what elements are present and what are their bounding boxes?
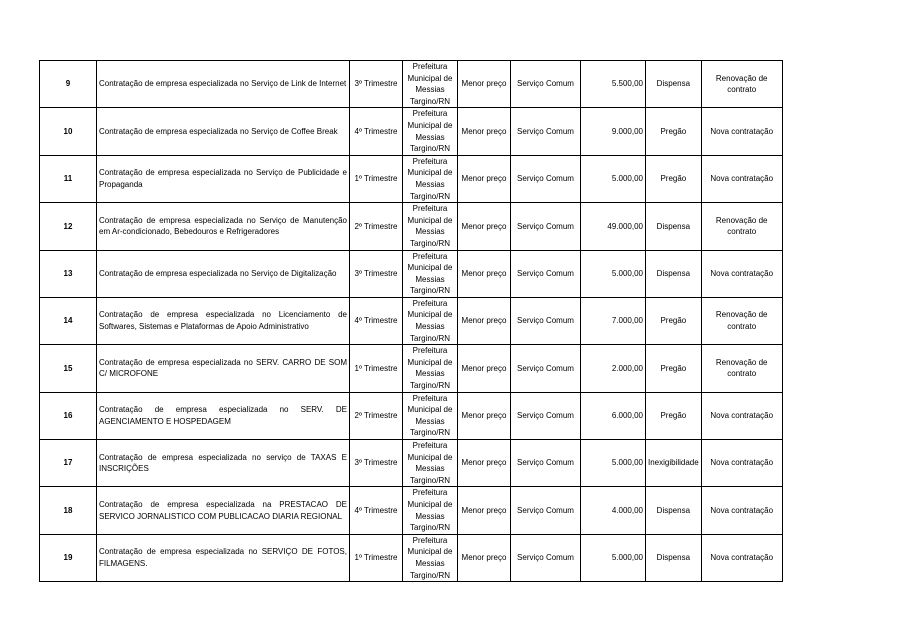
item-criterion: Menor preço [458,155,511,202]
item-requester: Prefeitura Municipal de Messias Targino/RN [403,108,458,155]
item-modality: Dispensa [646,487,702,534]
item-quarter: 4º Trimestre [350,297,403,344]
item-value: 5.000,00 [581,440,646,487]
item-description: Contratação de empresa especializada no Licenciamento de Softwares, Sistemas e Plataformas de Apoio Administrativo [97,297,350,344]
item-quarter: 4º Trimestre [350,487,403,534]
item-requester: Prefeitura Municipal de Messias Targino/RN [403,534,458,581]
item-criterion: Menor preço [458,534,511,581]
item-quarter: 3º Trimestre [350,61,403,108]
item-requester: Prefeitura Municipal de Messias Targino/RN [403,392,458,439]
item-value: 6.000,00 [581,392,646,439]
item-number: 10 [40,108,97,155]
item-value: 5.000,00 [581,534,646,581]
table-row [40,345,783,392]
item-contract-type: Renovação de contrato [701,297,782,344]
item-quarter: 2º Trimestre [350,392,403,439]
item-description: Contratação de empresa especializada no Serviço de Coffee Break [97,108,350,155]
item-modality: Dispensa [646,203,702,250]
item-nature: Serviço Comum [511,250,581,297]
item-criterion: Menor preço [458,61,511,108]
item-number: 18 [40,487,97,534]
item-criterion: Menor preço [458,345,511,392]
item-number: 13 [40,250,97,297]
item-modality: Dispensa [646,61,702,108]
item-contract-type: Nova contratação [701,534,782,581]
item-description: Contratação de empresa especializada no Serviço de Publicidade e Propaganda [97,155,350,202]
table-row [40,297,783,344]
item-modality: Pregão [646,297,702,344]
item-nature: Serviço Comum [511,392,581,439]
table-row [40,392,783,439]
item-nature: Serviço Comum [511,155,581,202]
item-number: 15 [40,345,97,392]
item-value: 7.000,00 [581,297,646,344]
item-number: 9 [40,61,97,108]
item-nature: Serviço Comum [511,440,581,487]
item-nature: Serviço Comum [511,345,581,392]
item-nature: Serviço Comum [511,487,581,534]
item-contract-type: Nova contratação [701,155,782,202]
table-body [40,61,783,582]
item-modality: Dispensa [646,534,702,581]
item-number: 17 [40,440,97,487]
item-description: Contratação de empresa especializada no Serviço de Digitalização [97,250,350,297]
table-row [40,203,783,250]
item-modality: Pregão [646,392,702,439]
item-contract-type: Nova contratação [701,440,782,487]
item-nature: Serviço Comum [511,203,581,250]
item-quarter: 3º Trimestre [350,250,403,297]
item-modality: Pregão [646,345,702,392]
item-contract-type: Nova contratação [701,392,782,439]
item-requester: Prefeitura Municipal de Messias Targino/RN [403,61,458,108]
item-description: Contratação de empresa especializada no SERV. DE AGENCIAMENTO E HOSPEDAGEM [97,392,350,439]
item-contract-type: Renovação de contrato [701,203,782,250]
item-value: 5.000,00 [581,250,646,297]
item-contract-type: Renovação de contrato [701,61,782,108]
table-row [40,487,783,534]
item-criterion: Menor preço [458,487,511,534]
item-requester: Prefeitura Municipal de Messias Targino/RN [403,155,458,202]
item-nature: Serviço Comum [511,61,581,108]
procurement-table [39,60,783,582]
item-nature: Serviço Comum [511,297,581,344]
item-quarter: 1º Trimestre [350,534,403,581]
item-criterion: Menor preço [458,440,511,487]
item-criterion: Menor preço [458,203,511,250]
item-description: Contratação de empresa especializada no SERV. CARRO DE SOM C/ MICROFONE [97,345,350,392]
item-requester: Prefeitura Municipal de Messias Targino/RN [403,203,458,250]
item-quarter: 4º Trimestre [350,108,403,155]
item-contract-type: Renovação de contrato [701,345,782,392]
item-requester: Prefeitura Municipal de Messias Targino/RN [403,297,458,344]
item-value: 5.000,00 [581,155,646,202]
item-modality: Pregão [646,155,702,202]
item-description: Contratação de empresa especializada no Serviço de Manutenção em Ar-condicionado, Bebedouros e Refrigeradores [97,203,350,250]
item-requester: Prefeitura Municipal de Messias Targino/RN [403,487,458,534]
item-value: 5.500,00 [581,61,646,108]
item-quarter: 3º Trimestre [350,440,403,487]
item-criterion: Menor preço [458,250,511,297]
item-modality: Dispensa [646,250,702,297]
item-contract-type: Nova contratação [701,487,782,534]
item-criterion: Menor preço [458,108,511,155]
item-number: 11 [40,155,97,202]
table-row [40,440,783,487]
item-description: Contratação de empresa especializada no serviço de TAXAS E INSCRIÇÕES [97,440,350,487]
item-criterion: Menor preço [458,297,511,344]
table-row [40,108,783,155]
table-row [40,155,783,202]
item-requester: Prefeitura Municipal de Messias Targino/RN [403,440,458,487]
item-nature: Serviço Comum [511,108,581,155]
item-number: 12 [40,203,97,250]
table-row [40,250,783,297]
item-quarter: 1º Trimestre [350,155,403,202]
item-value: 49.000,00 [581,203,646,250]
item-number: 19 [40,534,97,581]
table-row [40,534,783,581]
item-description: Contratação de empresa especializada no SERVIÇO DE FOTOS, FILMAGENS. [97,534,350,581]
item-value: 2.000,00 [581,345,646,392]
item-modality: Inexigibilidade [646,440,702,487]
item-value: 4.000,00 [581,487,646,534]
item-contract-type: Nova contratação [701,250,782,297]
item-nature: Serviço Comum [511,534,581,581]
item-criterion: Menor preço [458,392,511,439]
item-quarter: 1º Trimestre [350,345,403,392]
item-requester: Prefeitura Municipal de Messias Targino/RN [403,250,458,297]
item-description: Contratação de empresa especializada no Serviço de Link de Internet [97,61,350,108]
item-quarter: 2º Trimestre [350,203,403,250]
item-description: Contratação de empresa especializada na PRESTACAO DE SERVICO JORNALISTICO COM PUBLICACAO DIARIA REGIONAL [97,487,350,534]
table-row [40,61,783,108]
item-number: 14 [40,297,97,344]
item-number: 16 [40,392,97,439]
item-contract-type: Nova contratação [701,108,782,155]
item-modality: Pregão [646,108,702,155]
item-value: 9.000,00 [581,108,646,155]
item-requester: Prefeitura Municipal de Messias Targino/RN [403,345,458,392]
